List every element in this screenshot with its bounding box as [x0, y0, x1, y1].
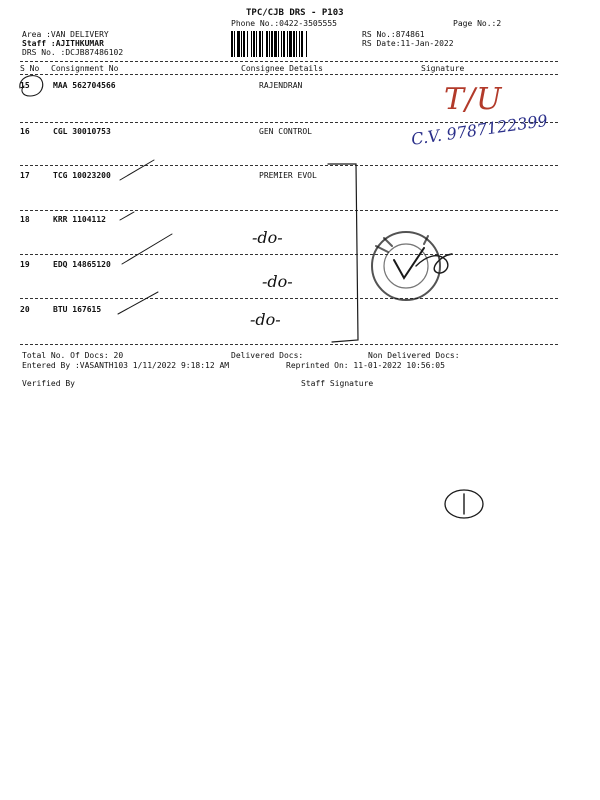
divider — [20, 74, 558, 75]
page-number: Page No.:2 — [453, 19, 502, 28]
ditto-mark: -do- — [250, 310, 281, 329]
row-sno: 19 — [20, 260, 30, 269]
company-stamp — [366, 226, 462, 306]
staff-signature-label: Staff Signature — [301, 379, 374, 388]
column-header-consignment: Consignment No — [51, 64, 119, 73]
row-consignment: BTU 167615 — [53, 305, 102, 314]
reprinted-on: Reprinted On: 11-01-2022 10:56:05 — [286, 361, 445, 370]
barcode — [231, 31, 355, 57]
circled-mark — [442, 486, 488, 522]
row-consignment: KRR 1104112 — [53, 215, 106, 224]
row15-circle-mark — [14, 70, 50, 100]
ditto-mark: -do- — [252, 228, 283, 247]
bracket-mark — [326, 160, 366, 350]
non-delivered-docs: Non Delivered Docs: — [368, 351, 460, 360]
row-sno: 20 — [20, 305, 30, 314]
staff-label: Staff :AJITHKUMAR — [22, 39, 104, 48]
row-consignee: GEN CONTROL — [259, 127, 312, 136]
divider — [20, 344, 558, 345]
divider — [20, 61, 558, 62]
row16-handwritten-note: C.V. 9787122399 — [410, 110, 549, 149]
row-consignee: PREMIER EVOL — [259, 171, 317, 180]
total-docs: Total No. Of Docs: 20 — [22, 351, 124, 360]
verified-by: Verified By — [22, 379, 75, 388]
divider — [20, 298, 558, 299]
tick-mark — [118, 158, 158, 182]
divider — [20, 254, 558, 255]
rs-number: RS No.:874861 — [362, 30, 425, 39]
tick-mark — [116, 290, 162, 318]
row-consignment: TCG 10023200 — [53, 171, 111, 180]
row-sno: 17 — [20, 171, 30, 180]
tick-mark — [118, 232, 178, 268]
row-sno: 16 — [20, 127, 30, 136]
divider — [20, 165, 558, 166]
row15-handwritten-mark: T/U — [444, 82, 503, 117]
column-header-consignee: Consignee Details — [241, 64, 323, 73]
row-consignment: EDQ 14865120 — [53, 260, 111, 269]
row-consignment: CGL 30010753 — [53, 127, 111, 136]
row-sno: 18 — [20, 215, 30, 224]
delivered-docs: Delivered Docs: — [231, 351, 304, 360]
document-title: TPC/CJB DRS - P103 — [246, 8, 344, 18]
entered-by: Entered By :VASANTH103 1/11/2022 9:18:12 AM — [22, 361, 230, 370]
column-header-sno: S No — [20, 64, 40, 73]
column-header-signature: Signature — [421, 64, 465, 73]
drs-number: DRS No. :DCJB87486102 — [22, 48, 124, 57]
divider — [20, 210, 558, 211]
ditto-mark: -do- — [262, 272, 293, 291]
row-sno: 15 — [20, 81, 30, 90]
phone-number: Phone No.:0422-3505555 — [231, 19, 337, 28]
tick-mark — [118, 210, 138, 222]
row-consignment: MAA 562704566 — [53, 81, 116, 90]
barcode-bar — [306, 31, 307, 57]
area-label: Area :VAN DELIVERY — [22, 30, 109, 39]
rs-date: RS Date:11-Jan-2022 — [362, 39, 454, 48]
row-consignee: RAJENDRAN — [259, 81, 303, 90]
